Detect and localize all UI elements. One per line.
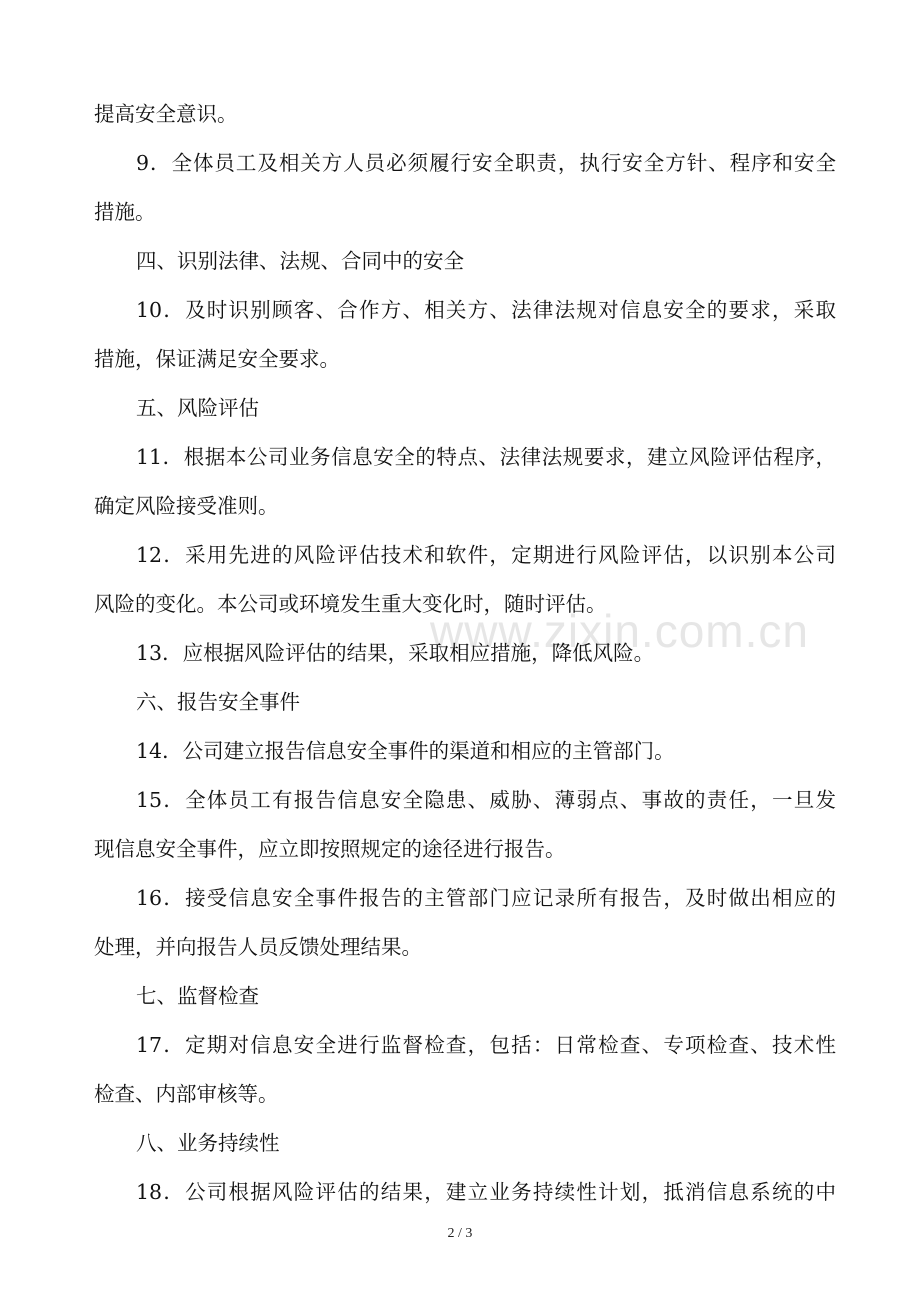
section-heading: 六、报告安全事件 [136,690,300,714]
text-line: 10．及时识别顾客、合作方、相关方、法律法规对信息安全的要求，采取 [136,298,836,322]
text-line: 17．定期对信息安全进行监督检查，包括：日常检查、专项检查、技术性 [136,1033,836,1057]
document-body [94,90,836,1217]
text-line: 措施，保证满足安全要求。 [94,347,340,371]
section-heading: 五、风险评估 [136,396,259,420]
text-line: 11．根据本公司业务信息安全的特点、法律法规要求，建立风险评估程序， [136,445,836,469]
text-line: 12．采用先进的风险评估技术和软件，定期进行风险评估，以识别本公司 [136,543,836,567]
section-heading: 八、业务持续性 [136,1131,280,1155]
page-number: 2 / 3 [447,1226,473,1241]
text-line: 检查、内部审核等。 [94,1082,279,1106]
section-heading: 四、识别法律、法规、合同中的安全 [136,249,464,273]
text-line: 9．全体员工及相关方人员必须履行安全职责，执行安全方针、程序和安全 [136,151,836,175]
text-line: 风险的变化。本公司或环境发生重大变化时，随时评估。 [94,592,607,616]
watermark: www.zixin.com.cn [430,605,809,657]
text-line: 18．公司根据风险评估的结果，建立业务持续性计划，抵消信息系统的中 [136,1180,836,1204]
section-heading: 七、监督检查 [136,984,259,1008]
text-line: 确定风险接受准则。 [94,494,279,518]
text-line: 15．全体员工有报告信息安全隐患、威胁、薄弱点、事故的责任，一旦发 [136,788,836,812]
text-line: 14．公司建立报告信息安全事件的渠道和相应的主管部门。 [136,739,675,763]
text-line: 现信息安全事件，应立即按照规定的途径进行报告。 [94,837,566,861]
text-line: 13．应根据风险评估的结果，采取相应措施，降低风险。 [136,641,655,665]
text-line: 提高安全意识。 [94,102,238,126]
text-line: 措施。 [94,200,156,224]
text-line: 16．接受信息安全事件报告的主管部门应记录所有报告，及时做出相应的 [136,886,836,910]
text-line: 处理，并向报告人员反馈处理结果。 [94,935,422,959]
